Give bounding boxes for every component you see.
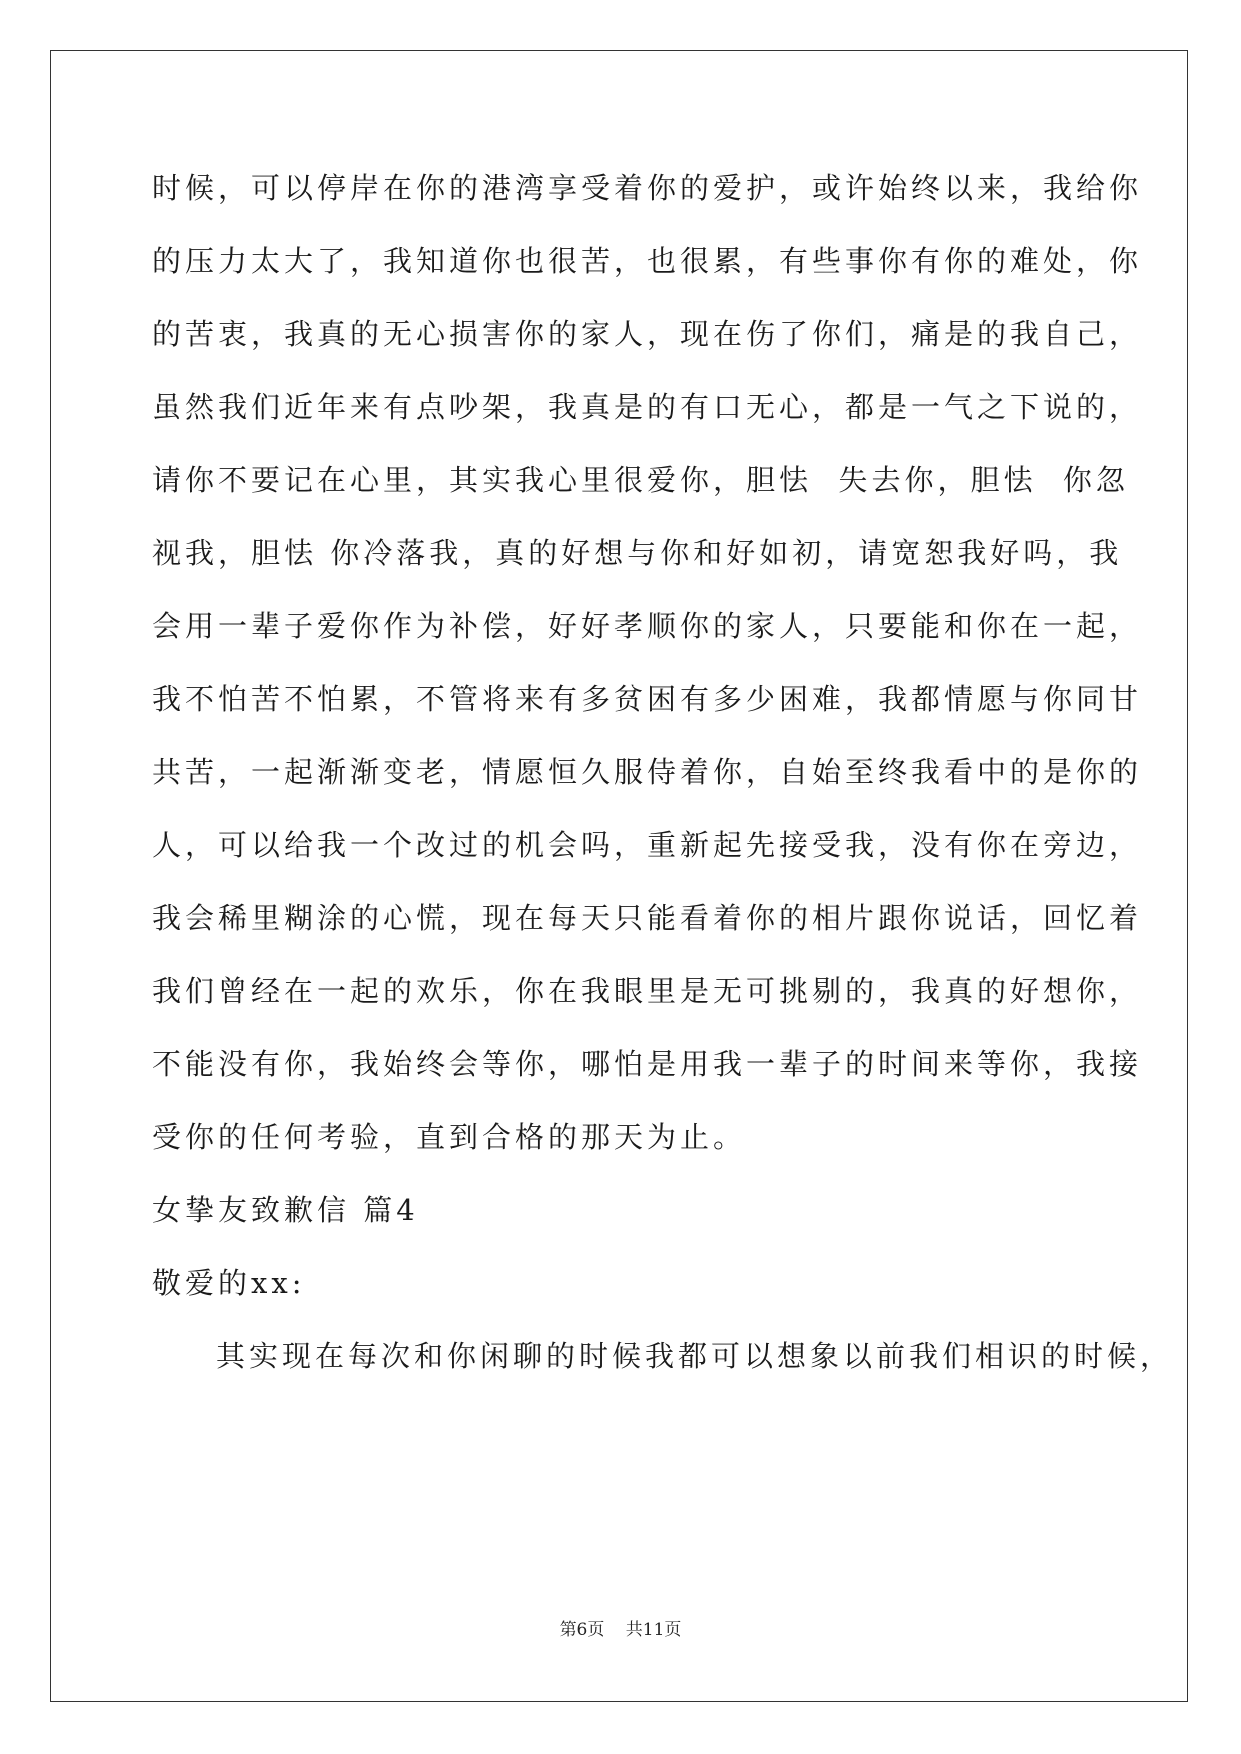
paragraph-line: 视我，胆怯 你冷落我，真的好想与你和好如初，请宽恕我好吗，我 — [152, 536, 1123, 570]
page-border — [50, 50, 1188, 1702]
section-title: 女挚友致歉信 篇4 — [152, 1193, 419, 1227]
paragraph-line: 人，可以给我一个改过的机会吗，重新起先接受我，没有你在旁边， — [152, 828, 1143, 862]
salutation: 敬爱的xx: — [152, 1266, 306, 1300]
page-number: 第6页 — [559, 1620, 605, 1640]
page-footer — [0, 1618, 1241, 1642]
paragraph-line: 请你不要记在心里，其实我心里很爱你，胆怯 失去你，胆怯 你忽 — [152, 463, 1129, 497]
paragraph-line: 不能没有你，我始终会等你，哪怕是用我一辈子的时间来等你，我接 — [152, 1047, 1143, 1081]
paragraph-line: 虽然我们近年来有点吵架，我真是的有口无心，都是一气之下说的， — [152, 390, 1143, 424]
page-total: 共11页 — [625, 1620, 682, 1640]
paragraph-line: 的苦衷，我真的无心损害你的家人，现在伤了你们，痛是的我自己， — [152, 317, 1143, 351]
paragraph-line: 我会稀里糊涂的心慌，现在每天只能看着你的相片跟你说话，回忆着 — [152, 901, 1143, 935]
paragraph-line: 共苦，一起渐渐变老，情愿恒久服侍着你，自始至终我看中的是你的 — [152, 755, 1143, 789]
paragraph-line: 受你的任何考验，直到合格的那天为止。 — [152, 1120, 747, 1154]
paragraph-line: 会用一辈子爱你作为补偿，好好孝顺你的家人，只要能和你在一起， — [152, 609, 1143, 643]
paragraph-line: 我们曾经在一起的欢乐，你在我眼里是无可挑剔的，我真的好想你， — [152, 974, 1143, 1008]
paragraph-line: 时候，可以停岸在你的港湾享受着你的爱护，或许始终以来，我给你 — [152, 171, 1143, 205]
paragraph-line: 其实现在每次和你闲聊的时候我都可以想象以前我们相识的时候， — [216, 1339, 1174, 1373]
paragraph-line: 我不怕苦不怕累，不管将来有多贫困有多少困难，我都情愿与你同甘 — [152, 682, 1143, 716]
paragraph-line: 的压力太大了，我知道你也很苦，也很累，有些事你有你的难处，你 — [152, 244, 1143, 278]
